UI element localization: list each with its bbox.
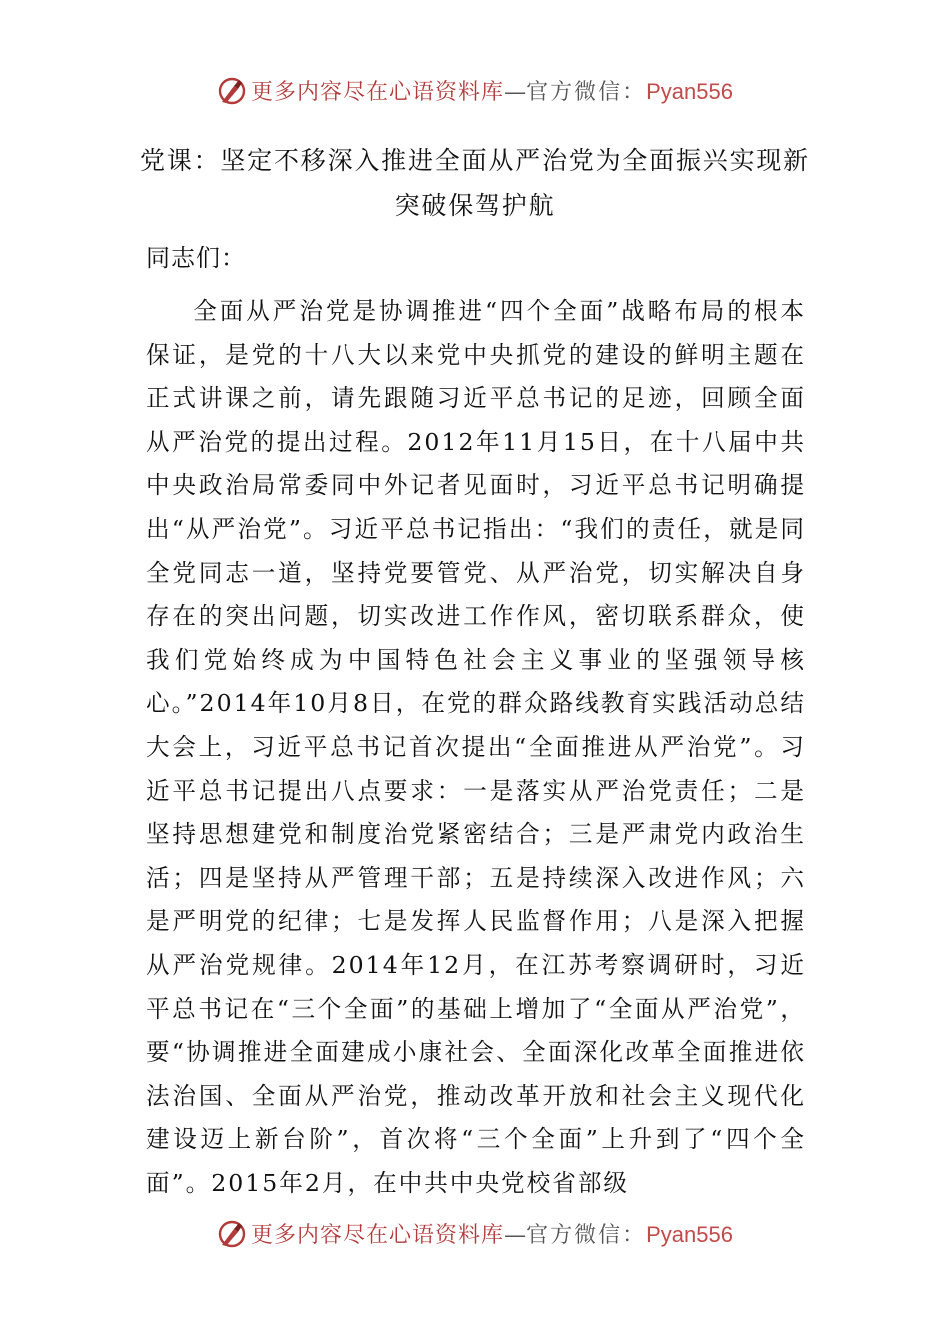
- watermark-sub-text: 官方微信：: [526, 1223, 647, 1248]
- watermark-main-text: 更多内容尽在心语资料库: [251, 1223, 505, 1248]
- salutation: 同志们：: [146, 244, 246, 272]
- watermark-dash: —: [504, 1223, 527, 1248]
- body-paragraph: 全面从严治党是协调推进“四个全面”战略布局的根本保证，是党的十八大以来党中央抓党的建设的鲜明主题在正式讲课之前，请先跟随习近平总书记的足迹，回顾全面从严治党的提出过程。2012年11月15日，在十八届中共中央政治局常委同中外记者见面时，习近平总书记明确提出“从严治党”。习近平总书记指出：“我们的责任，就是同全党同志一道，坚持党要管党、从严治党，切实解决自身存在的突出问题，切实改进工作作风，密切联系群众，使我们党始终成为中国特色社会主义事业的坚强领导核心。”2014年10月8日，在党的群众路线教育实践活动总结大会上，习近平总书记首次提出“全面推进从严治党”。习近平总书记提出八点要求：一是落实从严治党责任；二是坚持思想建党和制度治党紧密结合；三是严肃党内政治生活；四是坚持从严管理干部；五是持续深入改进作风；六是严明党的纪律；七是发挥人民监督作用；八是深入把握从严治党规律。2014年12月，在江苏考察调研时，习近平总书记在“三个全面”的基础上增加了“全面从严治党”，要“协调推进全面建成小康社会、全面深化改革全面推进依法治国、全面从严治党，推动改革开放和社会主义现代化建设迈上新台阶”，首次将“三个全面”上升到了“四个全面”。2015年2月，在中共中央党校省部级: [146, 297, 806, 1197]
- watermark-footer: [0, 1219, 950, 1251]
- watermark-header: [0, 76, 950, 108]
- document-title-line-1: 党课：坚定不移深入推进全面从严治党为全面振兴实现新: [139, 146, 810, 175]
- watermark-dash: —: [504, 80, 527, 105]
- watermark-wechat-id: Pyan556: [646, 79, 733, 104]
- watermark-wechat-id: Pyan556: [646, 1222, 733, 1247]
- document-title-line-2: 突破保驾护航: [394, 191, 556, 220]
- pen-logo-icon: [217, 76, 247, 106]
- watermark-sub-text: 官方微信：: [526, 80, 647, 105]
- watermark-main-text: 更多内容尽在心语资料库: [251, 80, 505, 105]
- pen-logo-icon: [217, 1219, 247, 1249]
